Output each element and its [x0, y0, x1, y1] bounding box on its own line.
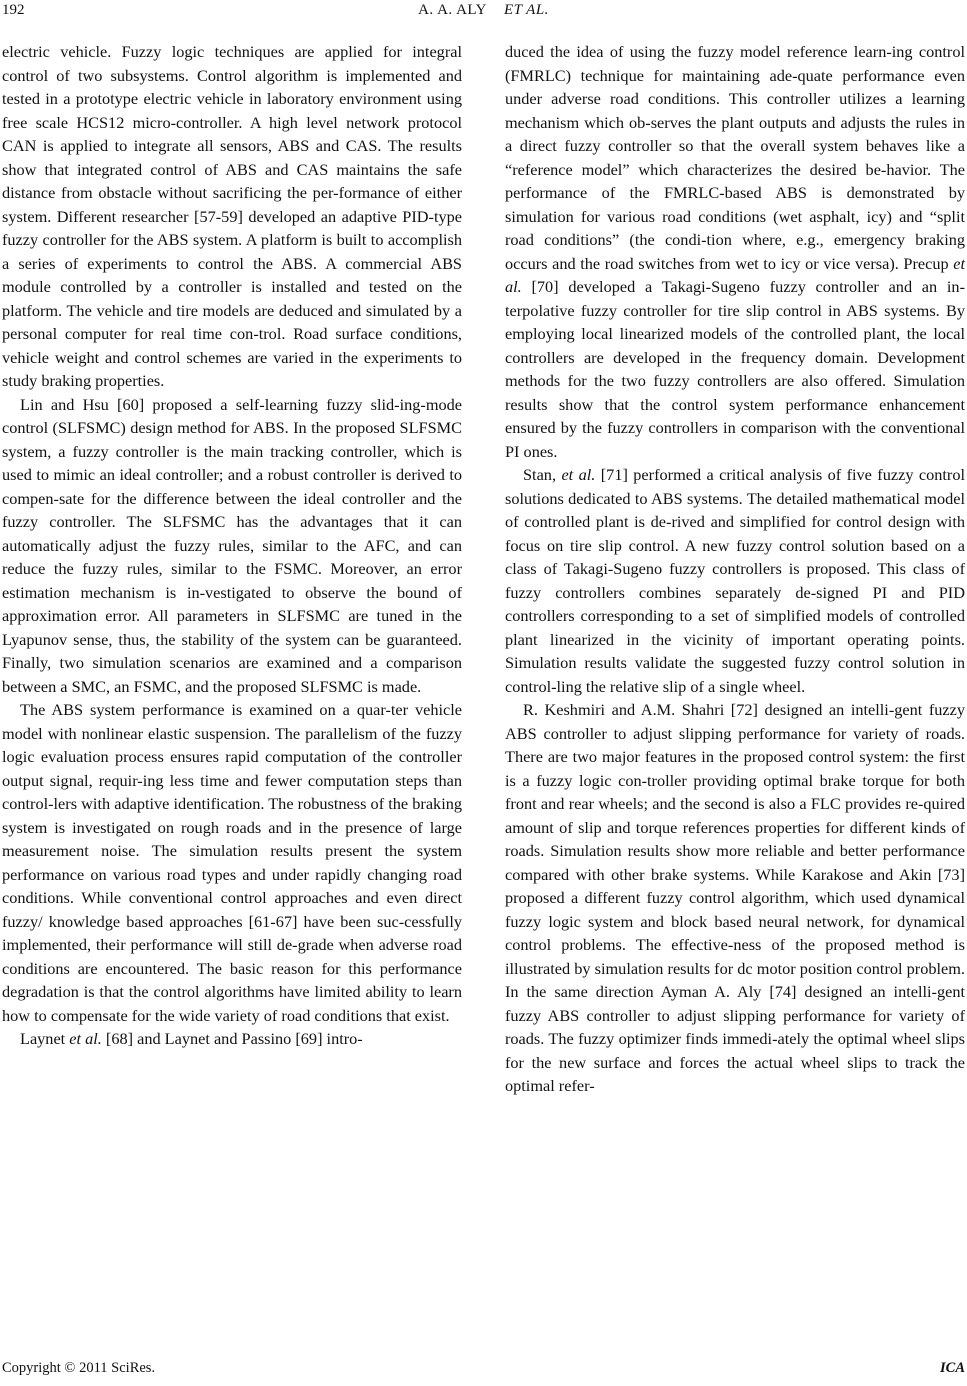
paragraph: R. Keshmiri and A.M. Shahri [72] designed an intelli-gent fuzzy ABS controller to adjust slipping performance for variety of roads. There are two major features in the proposed control system: the first is a fuzzy logic con-troller providing optimal brake torque for both front and rear wheels; and the second is also a FLC provides re-quired amount of slip and torque references properties for different kinds of roads. Simulation results show more reliable and better performance compared with other brake systems. While Karakose and Akin [73] proposed a different fuzzy control algorithm, which used dynamical fuzzy logic system and block based neural network, for dynamical control problems. The effective-ness of the proposed method is illustrated by simulation results for dc motor position control problem. In the same direction Ayman A. Aly [74] designed an intelli-gent fuzzy ABS controller to adjust slipping performance for variety of roads. The fuzzy optimizer finds immedi-ately the optimal wheel slips for the new surface and forces the actual wheel slips to track the optimal refer-: [505, 700, 965, 1095]
paragraph-italic: et al.: [69, 1029, 102, 1048]
left-column: [2, 40, 462, 1051]
paragraph: The ABS system performance is examined on a quar-ter vehicle model with nonlinear elastic suspension. The parallelism of the fuzzy logic evaluation process ensures rapid computation of the controller output signal, requir-ing less time and fewer computation steps than control-lers with adaptive identification. The robustness of the braking system is investigated on rough roads and in the presence of large measurement noise. The simulation results present the system performance on various road types and under rapidly changing road conditions. While conventional control approaches and even direct fuzzy/ knowledge based approaches [61-67] have been suc-cessfully implemented, their performance will still de-grade when adverse road conditions are encountered. The basic reason for this performance degradation is that the control algorithms have limited ability to learn how to compensate for the wide variety of road conditions that exist.: [2, 700, 462, 1025]
paragraph-text: [68] and Laynet and Passino [69] intro-: [101, 1029, 363, 1048]
running-head: [0, 2, 967, 19]
paragraph-italic: et al.: [505, 253, 965, 296]
page-header: [0, 0, 967, 26]
page-number: 192: [2, 2, 25, 18]
journal-abbreviation: ICA: [940, 1360, 965, 1376]
running-head-et-al: ET AL.: [503, 2, 549, 18]
paragraph-text: [70] developed a Takagi-Sugeno fuzzy controller and an in-terpolative fuzzy controller for tire slip control in ABS systems. By employing local linearized models of the controlled plant, the local controllers are developed in the frequency domain. Development methods for the two fuzzy controllers are also offered. Simulation results show that the control system performance enhancement ensured by the fuzzy controllers in comparison with the conventional PI ones.: [505, 277, 965, 461]
paragraph-text: duced the idea of using the fuzzy model reference learn-ing control (FMRLC) technique for maintaining ade-quate performance even under adverse road conditions. This controller utilizes a learning mechanism which ob-serves the plant outputs and adjusts the rules in a direct fuzzy controller so that the overall system behaves like a “reference model” which characterizes the desired be-havior. The performance of the FMRLC-based ABS is demonstrated by simulation for various road conditions (wet asphalt, icy) and “split road conditions” (the condi-tion where, e.g., emergency braking occurs and the road switches from wet to icy or vice versa). Precup: [505, 42, 965, 273]
paragraph: [2, 1027, 462, 1051]
paragraph-text: Laynet: [20, 1029, 70, 1048]
right-column: [505, 40, 965, 1098]
paragraph: [505, 463, 965, 698]
paragraph-text: [71] performed a critical analysis of five fuzzy control solutions dedicated to ABS systems. The detailed mathematical model of controlled plant is de-rived and simplified for control design with focus on tire slip control. A new fuzzy control solution based on a class of Takagi-Sugeno fuzzy controllers is proposed. This class of fuzzy controllers combines separately de-signed PI and PID controllers corresponding to a set of simplified models of controlled plant linearized in the vicinity of important operating points. Simulation results validate the suggested fuzzy control solution in control-ling the relative slip of a single wheel.: [505, 465, 965, 696]
page-footer: [0, 1360, 967, 1382]
paragraph: electric vehicle. Fuzzy logic techniques are applied for integral control of two subsystems. Control algorithm is implemented and tested in a prototype electric vehicle in laboratory environment using free scale HCS12 micro-controller. A high level network protocol CAN is applied to integrate all sensors, ABS and CAS. The results show that integrated control of ABS and CAS maintains the safe distance from obstacle without sacrificing the per-formance of either system. Different researcher [57-59] developed an adaptive PID-type fuzzy controller for the ABS system. A platform is built to accomplish a series of experiments to control the ABS. A commercial ABS module controlled by a controller is installed and tested on the platform. The vehicle and tire models are deduced and simulated by a personal computer for real time con-trol. Road surface conditions, vehicle weight and control schemes are varied in the experiments to study braking properties.: [2, 42, 462, 390]
running-head-authors: A. A. ALY: [418, 2, 487, 18]
paragraph-text: Stan,: [523, 465, 562, 484]
paragraph-italic: et al.: [561, 465, 596, 484]
paragraph: Lin and Hsu [60] proposed a self-learning fuzzy slid-ing-mode control (SLFSMC) design method for ABS. In the proposed SLFSMC system, a fuzzy controller is the main tracking controller, which is used to mimic an ideal controller; and a robust controller is derived to compen-sate for the difference between the ideal controller and the fuzzy controller. The SLFSMC has the advantages that it can automatically adjust the fuzzy rules, similar to the AFC, and can reduce the fuzzy rules, similar to the FSMC. Moreover, an error estimation mechanism is in-vestigated to observe the bound of approximation error. All parameters in SLFSMC are tuned in the Lyapunov sense, thus, the stability of the system can be guaranteed. Finally, two simulation scenarios are examined and a comparison between a SMC, an FSMC, and the proposed SLFSMC is made.: [2, 394, 462, 696]
copyright-notice: Copyright © 2011 SciRes.: [2, 1360, 156, 1376]
paragraph: [505, 40, 965, 463]
